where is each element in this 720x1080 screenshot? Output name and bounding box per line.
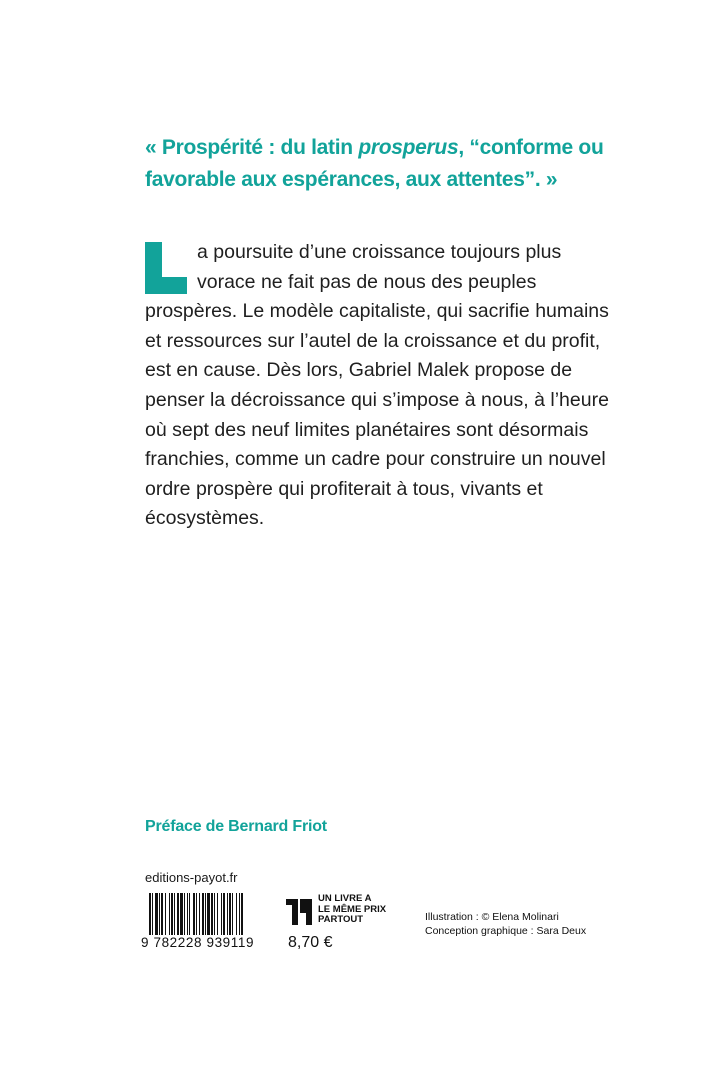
dropcap-letter <box>145 242 187 294</box>
preface-credit: Préface de Bernard Friot <box>145 818 327 835</box>
back-cover-quote <box>145 132 605 196</box>
price: 8,70 € <box>288 934 333 951</box>
quote-part-1: « Prospérité : du latin <box>145 136 359 159</box>
blurb <box>145 238 615 534</box>
credits <box>425 910 586 938</box>
illustration-credit: Illustration : © Elena Molinari <box>425 911 559 923</box>
price-notice <box>318 894 386 926</box>
blurb-text: a poursuite d’une croissance toujours plus vorace ne fait pas de nous des peuples prospères. Le modèle capitaliste, qui sacrifie humains et ressources sur l’autel de la croissance et du profit, est en cause. Dès lors, Gabriel Malek propose de penser la décroissance qui s’impose à nous, à l’heure où sept des neuf limites planétaires sont désormais franchies, comme un cadre pour construire un nouvel ordre prospère qui profiterait à tous, vivants et écosystèmes. <box>145 241 609 530</box>
price-notice-line-3: PARTOUT <box>318 914 364 925</box>
quote-part-2: , “conforme ou favorable aux espérances, aux attentes”. » <box>145 136 604 191</box>
publisher-website: editions-payot.fr <box>145 870 238 885</box>
barcode-digits: 9 782228 939119 <box>141 935 255 950</box>
price-notice-line-2: LE MÊME PRIX <box>318 903 387 915</box>
quote-italic-word: prosperus <box>358 136 459 159</box>
price-law-logo-icon <box>284 895 314 929</box>
design-credit: Conception graphique : Sara Deux <box>425 925 587 937</box>
price-notice-line-1: UN LIVRE A <box>318 893 372 904</box>
